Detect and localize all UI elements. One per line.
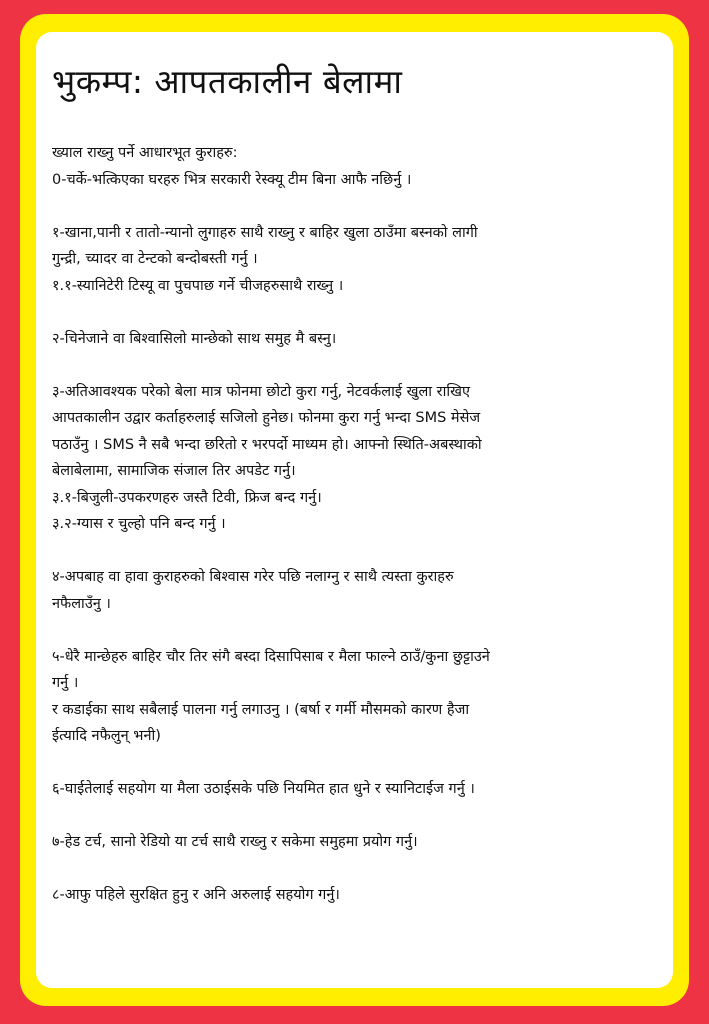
paragraph-gap	[52, 538, 657, 565]
text-line: ४-अपबाह वा हावा कुराहरुको बिश्वास गरेर पछि नलाग्नु र साथै त्यस्ता कुराहरु	[52, 569, 454, 585]
text-line: १.१-स्यानिटेरी टिस्यू वा पुचपाछ गर्ने चीजहरुसाथै राख्नु ।	[52, 277, 344, 294]
text-line: पठाउँनु । SMS नै सबै भन्दा छरितो र भरपर्दो माध्यम हो। आफ्नो स्थिति-अबस्थाको	[52, 436, 482, 453]
text-line: ७-हेड टर्च, सानो रेडियो या टर्च साथै राख्नु र सकेमा समुहमा प्रयोग गर्नु।	[52, 834, 418, 850]
text-line: २-चिनेजाने वा बिश्वासिलो मान्छेको साथ समुह मै बस्नु।	[52, 330, 337, 347]
text-line: ३.१-बिजुली-उपकरणहरु जस्तै टिवी, फ्रिज बन्द गर्नु।	[52, 489, 322, 506]
text-line: ३-अतिआवश्यक परेको बेला मात्र फोनमा छोटो कुरा गर्नु, नेटवर्कलाई खुला राखिए	[52, 383, 470, 400]
paragraph-gap	[52, 856, 657, 883]
paragraph-gap	[52, 299, 657, 326]
text-line: आपतकालीन उद्वार कर्ताहरुलाई सजिलो हुनेछ। फोनमा कुरा गर्नु भन्दा SMS मेसेज	[52, 410, 481, 426]
text-line: गर्नु ।	[52, 675, 79, 691]
paragraph-gap	[52, 352, 657, 379]
text-line: ईत्यादि नफैलुन् भनी)	[52, 728, 161, 744]
paragraph-gap	[52, 617, 657, 644]
text-line: बेलाबेलामा, सामाजिक संजाल तिर अपडेट गर्नु।	[52, 463, 296, 479]
text-line: गुन्द्री, च्यादर वा टेन्टको बन्दोबस्ती गर्नु ।	[52, 251, 258, 267]
paragraph-gap	[52, 193, 657, 220]
paragraph-gap	[52, 803, 657, 830]
text-line: ५-धेरै मान्छेहरु बाहिर चौर तिर संगै बस्दा दिसापिसाब र मैला फाल्ने ठाउँ/कुना छुट्टाउने	[52, 648, 490, 665]
poster-body	[52, 140, 657, 909]
poster-title: भुकम्प: आपतकालीन बेलामा	[52, 62, 403, 101]
paragraph-gap	[52, 750, 657, 777]
text-line: ८-आफु पहिले सुरक्षित हुनु र अनि अरुलाई सहयोग गर्नु।	[52, 887, 340, 903]
text-line: १-खाना,पानी र तातो-न्यानो लुगाहरु साथै राख्नु र बाहिर खुला ठाउँमा बस्नको लागी	[52, 224, 478, 241]
text-line: 0-चर्के-भत्किएका घरहरु भित्र सरकारी रेस्क्यू टीम बिना आफै नछिर्नु ।	[52, 171, 412, 188]
text-line: नफैलाउँनु ।	[52, 595, 111, 612]
poster-frame	[20, 14, 689, 1006]
text-line: र कडाईका साथ सबैलाई पालना गर्नु लगाउनु । (बर्षा र गर्मी मौसमको कारण हैजा	[52, 701, 470, 718]
text-line: ख्याल राख्नु पर्ने आधारभूत कुराहरु:	[52, 145, 238, 161]
text-line: ६-घाईतेलाई सहयोग या मैला उठाईसके पछि नियमित हात धुने र स्यानिटाईज गर्नु ।	[52, 781, 475, 797]
text-line: ३.२-ग्यास र चुल्हो पनि बन्द गर्नु ।	[52, 516, 226, 532]
poster-card	[36, 32, 673, 988]
